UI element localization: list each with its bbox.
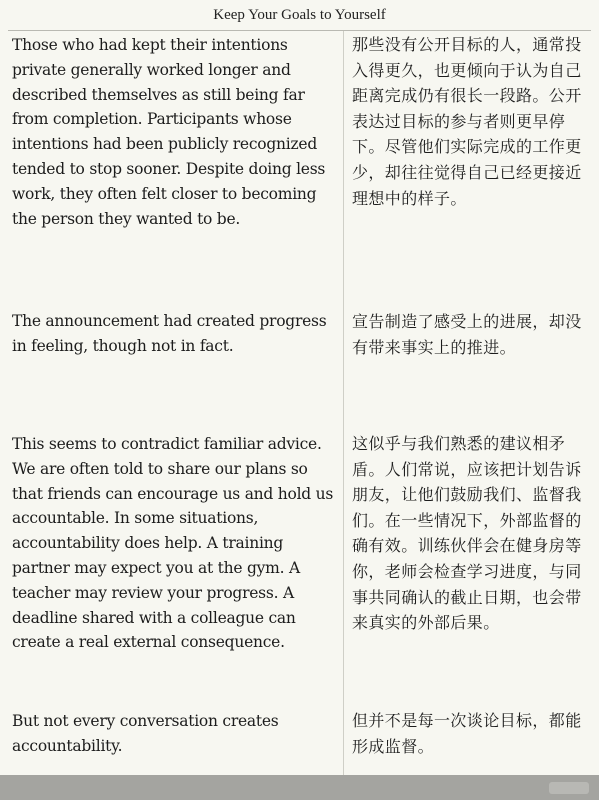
english-paragraph-4: But not every conversation creates accountability.	[12, 712, 279, 755]
english-paragraph-1: Those who had kept their intentions private generally worked longer and described themselves as still being far from completion. Participants whose intentions had been publicly recognized tended to stop sooner. Despite doing less work, they often felt closer to becoming the person they wanted to be.	[12, 36, 326, 228]
footer-bar	[0, 775, 599, 800]
english-paragraph-2: The announcement had created progress in feeling, though not in fact.	[12, 312, 327, 355]
header-divider	[8, 30, 591, 31]
chinese-paragraph-2: 宣告制造了感受上的进展，却没有带来事实上的推进。	[352, 312, 582, 357]
chinese-paragraph-1: 那些没有公开目标的人，通常投入得更久，也更倾向于认为自己距离完成仍有很长一段路。公开表达过目标的参与者则更早停下。尽管他们实际完成的工作更少，却往往觉得自己已经更接近理想中的样子。	[352, 35, 582, 208]
column-divider	[343, 31, 344, 775]
chinese-paragraph-3: 这似乎与我们熟悉的建议相矛盾。人们常说，应该把计划告诉朋友，让他们鼓励我们、监督我们。在一些情况下，外部监督的确有效。训练伙伴会在健身房等你，老师会检查学习进度，与同事共同确认的截止日期，也会带来真实的外部后果。	[352, 434, 582, 633]
page-header	[0, 0, 599, 30]
page-title: Keep Your Goals to Yourself	[213, 7, 386, 23]
english-paragraph-3: This seems to contradict familiar advice. We are often told to share our plans so that friends can encourage us and hold us accountable. In some situations, accountability does help. A training partner may expect you at the gym. A teacher may review your progress. A deadline shared with a colleague can create a real external consequence.	[12, 435, 334, 652]
chinese-paragraph-4: 但并不是每一次谈论目标，都能形成监督。	[352, 711, 582, 756]
watermark-logo	[549, 782, 589, 794]
